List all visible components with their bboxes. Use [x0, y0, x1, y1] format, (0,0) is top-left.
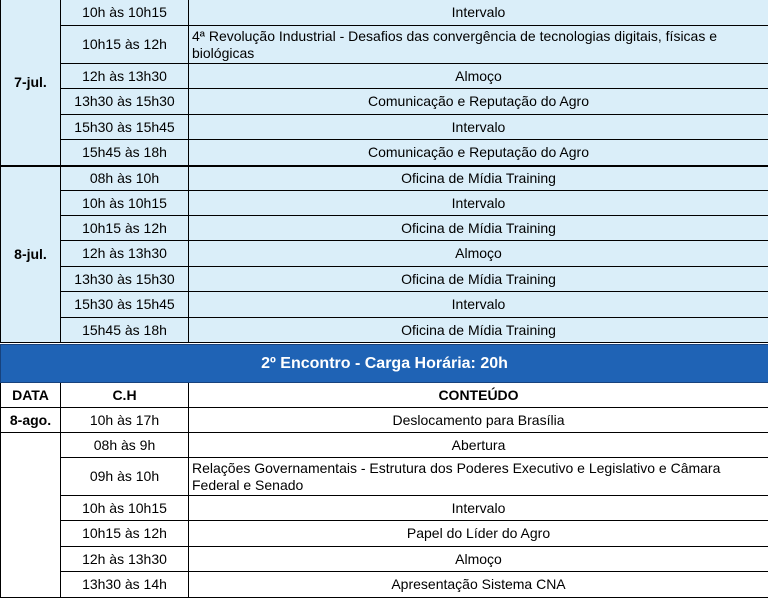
content-cell: Comunicação e Reputação do Agro [189, 140, 768, 166]
time-cell: 10h às 10h15 [61, 496, 189, 521]
content-cell: Papel do Líder do Agro [189, 521, 768, 547]
date-cell: 8-ago. [1, 408, 61, 433]
date-cell [1, 433, 61, 598]
content-cell: Almoço [189, 547, 768, 572]
header-content: CONTEÚDO [189, 383, 768, 408]
content-cell: Oficina de Mídia Training [189, 267, 768, 292]
time-cell: 13h30 às 15h30 [61, 267, 189, 292]
content-cell: Abertura [189, 433, 768, 458]
time-cell: 15h30 às 15h45 [61, 292, 189, 318]
content-cell: Deslocamento para Brasília [189, 408, 768, 433]
content-cell: Intervalo [189, 115, 768, 140]
content-cell: Intervalo [189, 0, 768, 26]
time-cell: 10h às 10h15 [61, 191, 189, 216]
time-cell: 15h30 às 15h45 [61, 115, 189, 140]
date-cell: 8-jul. [1, 166, 61, 343]
time-cell: 08h às 9h [61, 433, 189, 458]
time-cell: 10h às 10h15 [61, 0, 189, 26]
time-cell: 12h às 13h30 [61, 241, 189, 267]
time-cell: 15h45 às 18h [61, 140, 189, 166]
content-cell: Oficina de Mídia Training [189, 318, 768, 343]
content-cell: Apresentação Sistema CNA [189, 572, 768, 598]
header-date: DATA [1, 383, 61, 408]
content-cell: Intervalo [189, 292, 768, 318]
content-cell: Almoço [189, 64, 768, 89]
header-ch: C.H [61, 383, 189, 408]
time-cell: 08h às 10h [61, 166, 189, 191]
time-cell: 09h às 10h [61, 458, 189, 496]
date-cell: 7-jul. [1, 0, 61, 166]
encounter-banner: 2º Encontro - Carga Horária: 20h [1, 345, 768, 383]
time-cell: 15h45 às 18h [61, 318, 189, 343]
time-cell: 12h às 13h30 [61, 64, 189, 89]
content-cell: 4ª Revolução Industrial - Desafios das convergência de tecnologias digitais, físicas e biológicas [189, 26, 768, 64]
content-cell: Relações Governamentais - Estrutura dos Poderes Executivo e Legislativo e Câmara Federal e Senado [189, 458, 768, 496]
schedule-table-august [0, 344, 768, 598]
content-cell: Oficina de Mídia Training [189, 166, 768, 191]
time-cell: 12h às 13h30 [61, 547, 189, 572]
time-cell: 13h30 às 15h30 [61, 89, 189, 115]
time-cell: 10h às 17h [61, 408, 189, 433]
content-cell: Intervalo [189, 496, 768, 521]
content-cell: Comunicação e Reputação do Agro [189, 89, 768, 115]
time-cell: 10h15 às 12h [61, 216, 189, 241]
content-cell: Intervalo [189, 191, 768, 216]
time-cell: 13h30 às 14h [61, 572, 189, 598]
time-cell: 10h15 às 12h [61, 521, 189, 547]
time-cell: 10h15 às 12h [61, 26, 189, 64]
content-cell: Almoço [189, 241, 768, 267]
content-cell: Oficina de Mídia Training [189, 216, 768, 241]
